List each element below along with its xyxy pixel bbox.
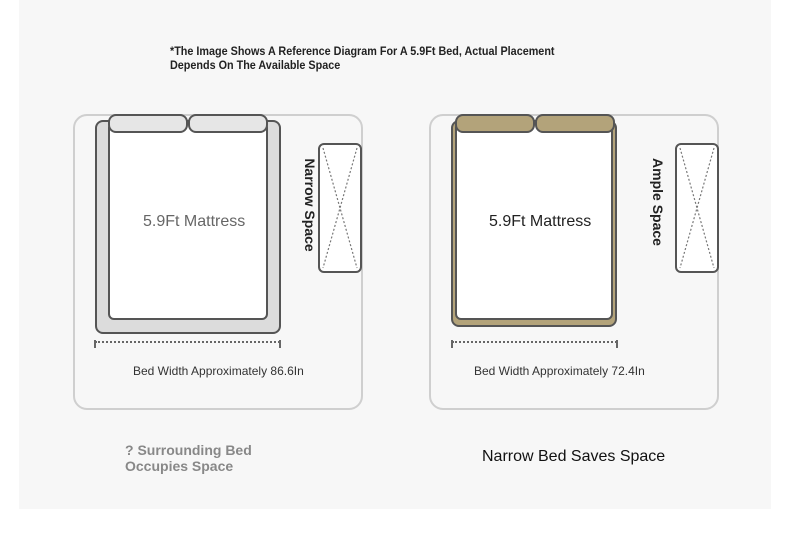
pillow-right-1 [455, 114, 535, 133]
mattress-label-left: 5.9Ft Mattress [143, 213, 246, 230]
width-label-left: Bed Width Approximately 86.6In [133, 364, 304, 378]
caption-right: Narrow Bed Saves Space [482, 448, 666, 465]
pillow-left-1 [108, 114, 188, 133]
side-label-left: Narrow Space [302, 158, 318, 252]
nightstand-cross-left [320, 145, 360, 271]
note-line-2: Depends On The Available Space [170, 58, 341, 72]
nightstand-right [675, 143, 719, 273]
reference-note [170, 44, 566, 72]
pillow-right-2 [535, 114, 615, 133]
nightstand-left [318, 143, 362, 273]
caption-left: ? Surrounding Bed Occupies Space [125, 442, 252, 474]
width-dimension-right [452, 341, 617, 348]
mattress-label-right: 5.9Ft Mattress [489, 213, 592, 230]
side-label-right: Ample Space [650, 158, 666, 246]
width-dimension-left [95, 341, 280, 348]
width-label-right: Bed Width Approximately 72.4In [474, 364, 645, 378]
pillow-left-2 [188, 114, 268, 133]
note-line-1: *The Image Shows A Reference Diagram For A 5.9Ft Bed, Actual Placement [170, 44, 555, 58]
nightstand-cross-right [677, 145, 717, 271]
